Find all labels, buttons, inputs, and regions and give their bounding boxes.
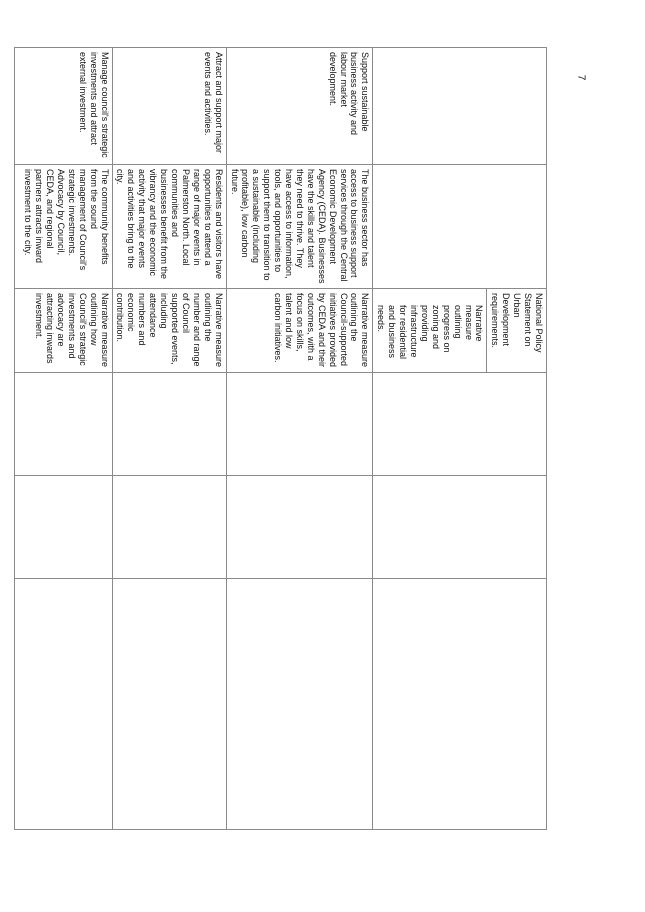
empty-cell bbox=[226, 476, 373, 579]
empty-cell bbox=[14, 373, 112, 476]
table-row bbox=[14, 48, 112, 830]
empty-cell bbox=[373, 373, 547, 476]
table-row bbox=[112, 48, 226, 830]
empty-cell bbox=[373, 579, 547, 830]
empty-cell bbox=[226, 373, 373, 476]
activity-cell: Manage council's strategic investments and attract external investment. bbox=[14, 48, 112, 165]
empty-cell bbox=[226, 579, 373, 830]
measure-cell bbox=[373, 289, 547, 373]
empty-cell bbox=[373, 476, 547, 579]
measure-text: National Policy Statement on Urban Development requirements. bbox=[486, 289, 546, 372]
table-row bbox=[226, 48, 373, 830]
empty-cell bbox=[112, 579, 226, 830]
empty-cell bbox=[112, 373, 226, 476]
activity-cell: Attract and support major events and activities. bbox=[112, 48, 226, 165]
empty-cell bbox=[14, 579, 112, 830]
activity-cell: Support sustainable business activity and labour market development. bbox=[226, 48, 373, 165]
activity-cell bbox=[373, 48, 547, 165]
outcome-cell: The community benefits from the sound management of Council's strategic investments. Advocacy by Council, CEDA, and regional partners attracts inward investment to the city. bbox=[14, 165, 112, 289]
outcomes-table bbox=[14, 47, 547, 830]
measure-cell: Narrative measure outlining the Council-supported initiatives provided by CEDA and their outcomes, with a focus on skills, talent and low carbon initiatives. bbox=[226, 289, 373, 373]
empty-cell bbox=[112, 476, 226, 579]
measure-text: Narrative measure outlining progress on zoning and providing infrastructure for residential and business needs. bbox=[376, 305, 485, 360]
empty-cell bbox=[14, 476, 112, 579]
outcome-cell: Residents and visitors have opportunities to attend a range of major events in Palmerston North. Local communities and businesses benefit from the vibrancy and the economic activity that major events and activities bring to the city. bbox=[112, 165, 226, 289]
measure-cell: Narrative measure outlining how Council's strategic investments and advocacy are attracting inwards investment. bbox=[14, 289, 112, 373]
outcome-cell bbox=[373, 165, 547, 289]
outcome-cell: The business sector has access to business support services through the Central Economic Development Agency (CEDA). Businesses have the skills and talent they need to thrive. They have access to information, tools, and opportunities to support them to transition to a sustainable (including profitable), low carbon future. bbox=[226, 165, 373, 289]
rotated-page-content bbox=[23, 47, 547, 829]
page-number: 7 bbox=[575, 74, 587, 81]
table-row bbox=[373, 48, 547, 830]
measure-cell: Narrative measure outlining the number and range of Council supported events, including attendance numbers and economic contribution. bbox=[112, 289, 226, 373]
